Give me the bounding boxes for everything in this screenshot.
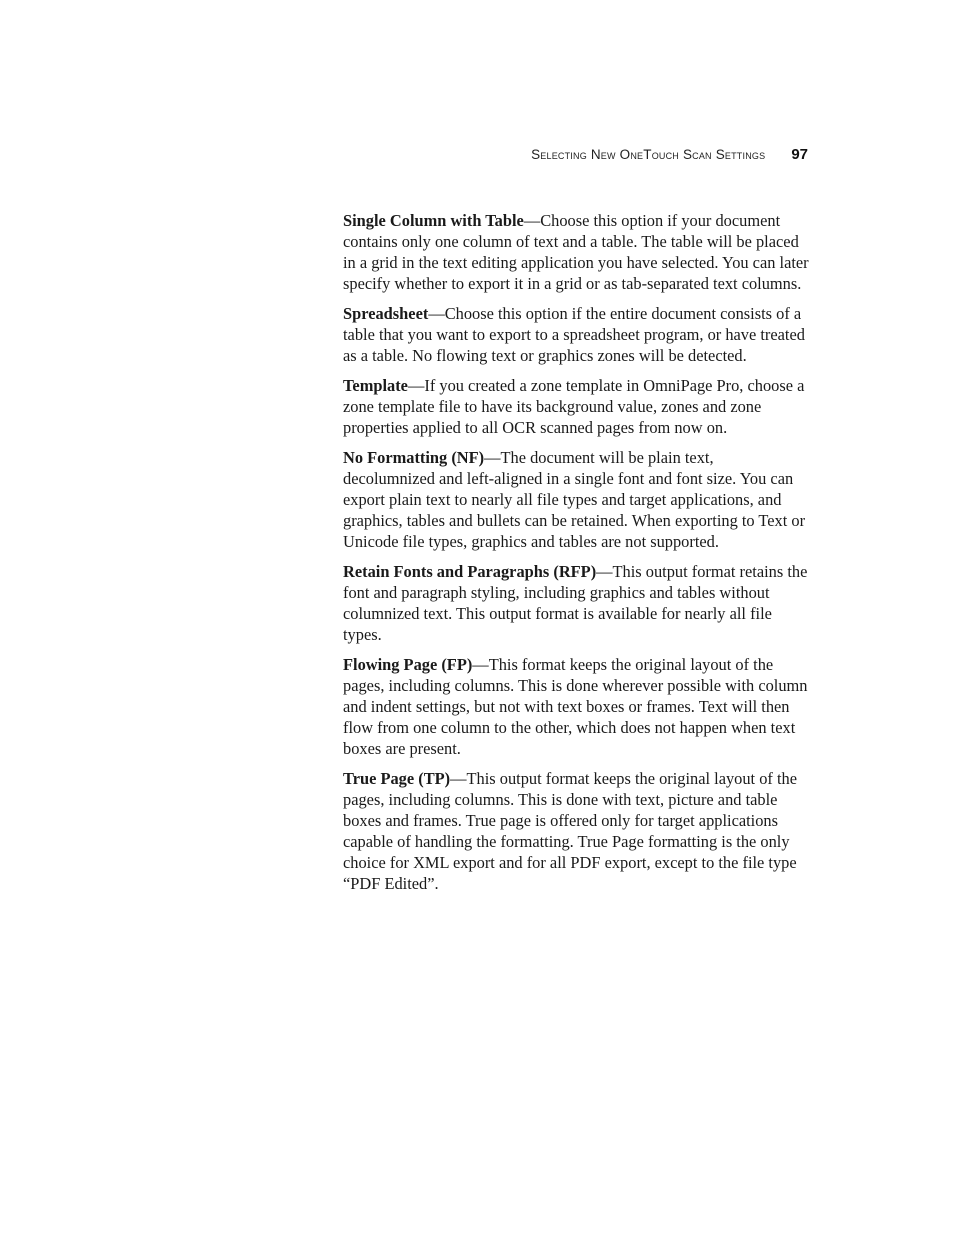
option-retain-fonts-and-paragraphs (343, 561, 809, 645)
option-description: —If you created a zone template in OmniPage Pro, choose a zone template file to have its background value, zones and zone properties applied to all OCR scanned pages from now on. (343, 376, 805, 437)
option-spreadsheet (343, 303, 809, 366)
option-no-formatting (343, 447, 809, 552)
option-description: —Choose this option if the entire document consists of a table that you want to export to a spreadsheet program, or have treated as a table. No flowing text or graphics zones will be detected. (343, 304, 805, 365)
option-flowing-page (343, 654, 809, 759)
option-description: —This output format retains the font and paragraph styling, including graphics and tables without columnized text. This output format is available for nearly all file types. (343, 562, 808, 644)
running-header (531, 146, 808, 163)
option-term: Template (343, 376, 408, 395)
option-term: True Page (343, 769, 415, 788)
option-single-column-with-table (343, 210, 809, 294)
option-term: Retain Fonts and Paragraphs (343, 562, 550, 581)
option-abbr: (FP) (437, 655, 473, 674)
option-true-page (343, 768, 809, 894)
option-abbr: (RFP) (549, 562, 597, 581)
option-term: Single Column with Table (343, 211, 524, 230)
option-template (343, 375, 809, 438)
option-term: Flowing Page (343, 655, 438, 674)
option-description: —Choose this option if your document contains only one column of text and a table. The table will be placed in a grid in the text editing application you have selected. You can later specify whether to export it in a grid or as tab-separated text columns. (343, 211, 809, 293)
header-title: Selecting New OneTouch Scan Settings (531, 147, 766, 162)
option-description: —This format keeps the original layout of the pages, including columns. This is done wherever possible with column and indent settings, but not with text boxes or frames. Text will then flow from one column to the other, which does not happen when text boxes are present. (343, 655, 808, 758)
option-term: No Formatting (343, 448, 448, 467)
option-term: Spreadsheet (343, 304, 429, 323)
option-description: —The document will be plain text, decolumnized and left-aligned in a single font and font size. You can export plain text to nearly all file types and target applications, and graphics, tables and bullets can be retained. When exporting to Text or Unicode file types, graphics and tables are not supported. (343, 448, 806, 551)
option-abbr: (TP) (414, 769, 451, 788)
option-abbr: (NF) (447, 448, 485, 467)
option-description: —This output format keeps the original layout of the pages, including columns. This is done with text, picture and table boxes and frames. True page is offered only for target applications capable of handling the formatting. True Page formatting is the only choice for XML export and for all PDF export, except to the file type “PDF Edited”. (343, 769, 797, 893)
option-descriptions (343, 210, 809, 903)
page-number: 97 (791, 146, 808, 163)
